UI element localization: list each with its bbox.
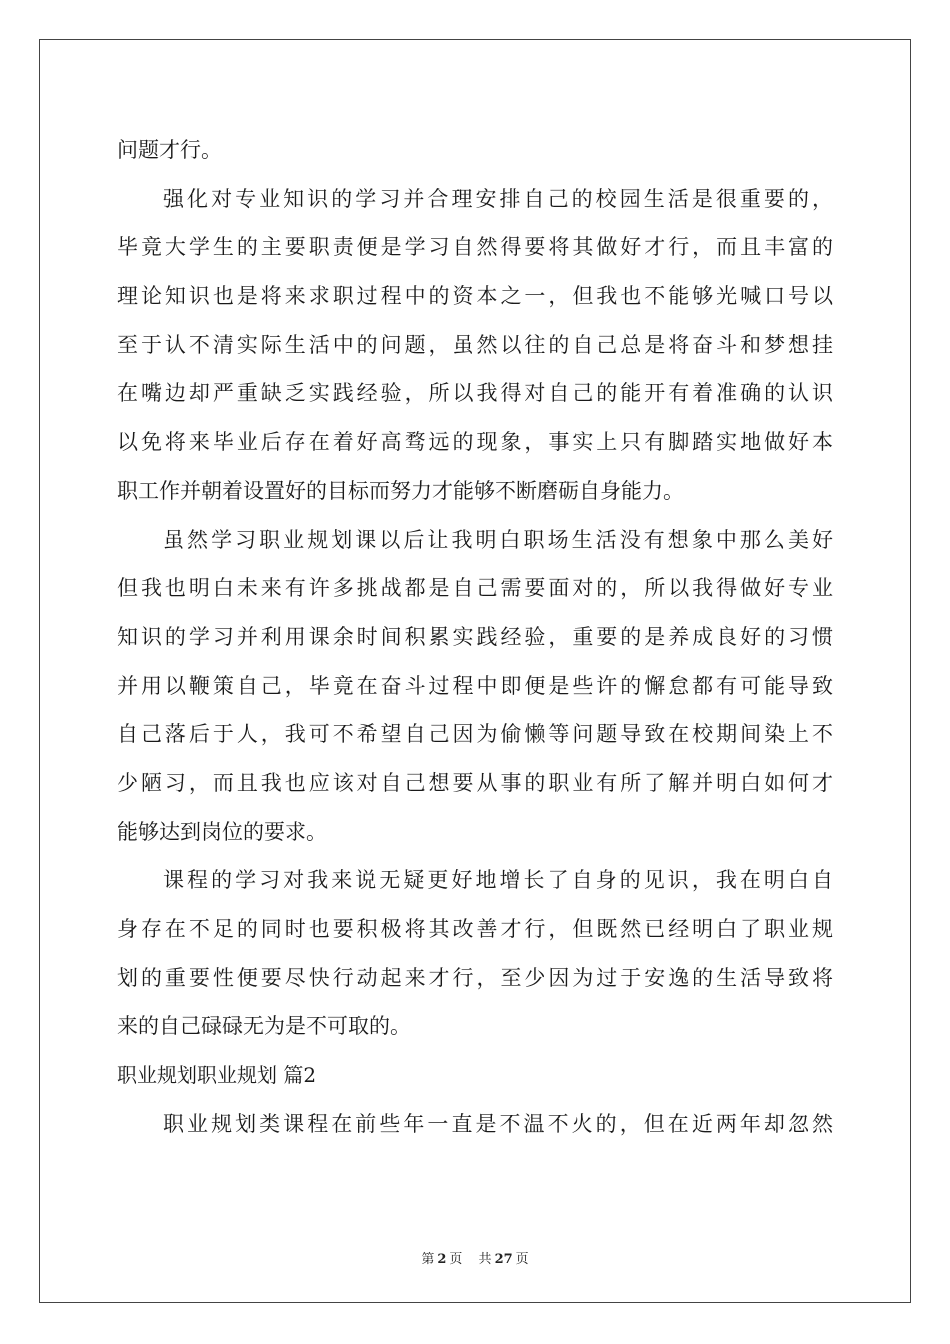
text-line: 能够达到岗位的要求。 bbox=[117, 819, 327, 844]
page-indicator: 第 2 页 bbox=[421, 1252, 463, 1267]
text-line: 并用以鞭策自己，毕竟在奋斗过程中即便是些许的懈怠都有可能导致 bbox=[117, 673, 833, 698]
text-line: 自己落后于人，我可不希望自己因为偷懒等问题导致在校期间染上不 bbox=[117, 722, 833, 747]
text-line: 毕竟大学生的主要职责便是学习自然得要将其做好才行，而且丰富的 bbox=[117, 235, 833, 260]
text-line: 以免将来毕业后存在着好高骛远的现象，事实上只有脚踏实地做好本 bbox=[117, 430, 833, 455]
text-line: 理论知识也是将来求职过程中的资本之一，但我也不能够光喊口号以 bbox=[117, 284, 833, 309]
text-line: 职工作并朝着设置好的目标而努力才能够不断磨砺自身能力。 bbox=[117, 478, 684, 503]
text-line: 虽然学习职业规划课以后让我明白职场生活没有想象中那么美好 bbox=[163, 527, 833, 552]
text-line: 少陋习，而且我也应该对自己想要从事的职业有所了解并明白如何才 bbox=[117, 770, 833, 795]
section-heading: 职业规划职业规划 篇2 bbox=[117, 1063, 317, 1088]
text-line: 问题才行。 bbox=[117, 138, 222, 162]
text-line: 至于认不清实际生活中的问题，虽然以往的自己总是将奋斗和梦想挂 bbox=[117, 332, 833, 357]
text-line: 知识的学习并利用课余时间积累实践经验，重要的是养成良好的习惯 bbox=[117, 624, 833, 649]
text-line: 课程的学习对我来说无疑更好地增长了自身的见识，我在明白自 bbox=[163, 868, 833, 893]
text-line: 划的重要性便要尽快行动起来才行，至少因为过于安逸的生活导致将 bbox=[117, 965, 833, 990]
text-line: 身存在不足的同时也要积极将其改善才行，但既然已经明白了职业规 bbox=[117, 917, 833, 941]
text-line: 但我也明白未来有许多挑战都是自己需要面对的，所以我得做好专业 bbox=[117, 576, 833, 601]
text-line: 在嘴边却严重缺乏实践经验，所以我得对自己的能开有着准确的认识 bbox=[117, 381, 833, 406]
text-line: 来的自己碌碌无为是不可取的。 bbox=[117, 1014, 411, 1039]
text-line: 职业规划类课程在前些年一直是不温不火的，但在近两年却忽然 bbox=[163, 1111, 833, 1136]
total-pages-indicator: 共 27 页 bbox=[478, 1252, 529, 1267]
text-line: 强化对专业知识的学习并合理安排自己的校园生活是很重要的， bbox=[163, 186, 833, 211]
document-body bbox=[117, 126, 833, 1148]
page-footer bbox=[0, 1248, 950, 1267]
